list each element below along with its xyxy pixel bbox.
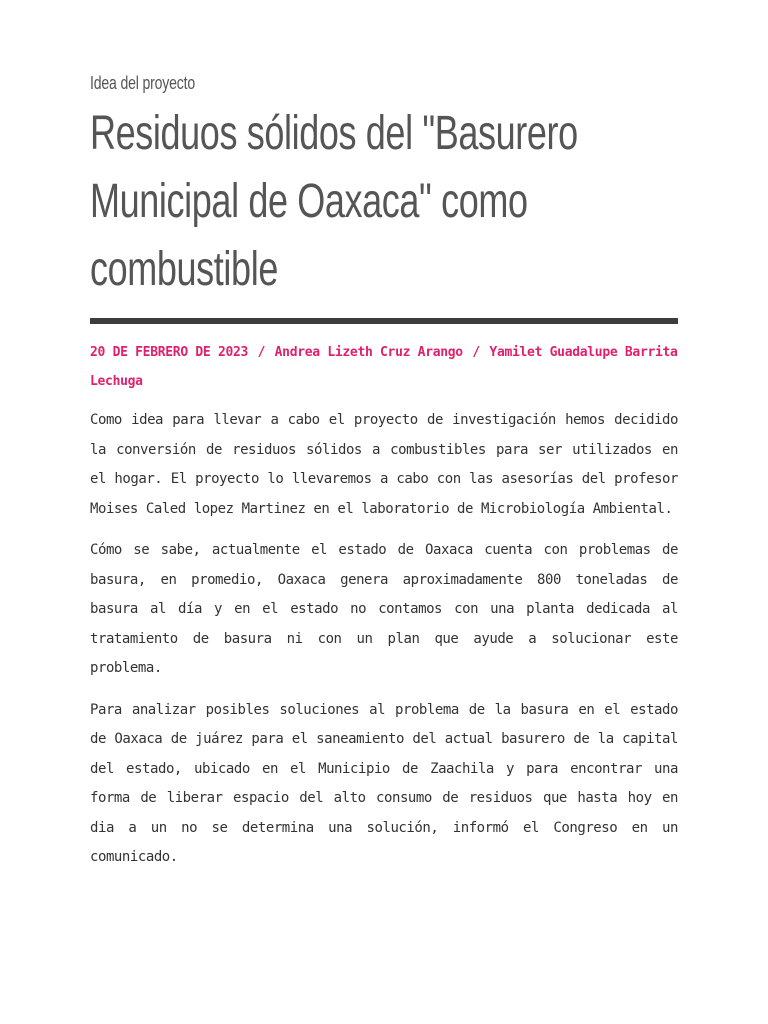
author-link[interactable]: Yamilet Guadalupe Barrita Lechuga (90, 345, 678, 389)
author-link[interactable]: Andrea Lizeth Cruz Arango (274, 345, 463, 360)
body-paragraph: Como idea para llevar a cabo el proyecto de investigación hemos decidido la conversión de residuos sólidos a combustibles para ser utilizados en el hogar. El proyecto lo llevaremos a cabo con las asesorías del profesor Moises Caled lopez Martinez en el laboratorio de Microbiología Ambiental. (90, 412, 678, 517)
article-title: Residuos sólidos del "Basurero Municipal de Oaxaca" como combustible (90, 107, 578, 296)
article-body (90, 406, 678, 873)
meta-separator: / (472, 345, 480, 360)
title-divider (90, 318, 678, 324)
publish-date[interactable]: 20 DE FEBRERO DE 2023 (90, 345, 249, 360)
category-kicker[interactable]: Idea del proyecto (90, 73, 196, 93)
article-meta (90, 338, 678, 396)
body-paragraph: Para analizar posibles soluciones al problema de la basura en el estado de Oaxaca de juárez para el saneamiento del actual basurero de la capital del estado, ubicado en el Municipio de Zaachila y para encontrar una forma de liberar espacio del alto consumo de residuos que hasta hoy en dia a un no se determina una solución, informó el Congreso en un comunicado. (90, 701, 678, 865)
meta-separator: / (257, 345, 266, 360)
body-paragraph: Cómo se sabe, actualmente el estado de Oaxaca cuenta con problemas de basura, en promedio, Oaxaca genera aproximadamente 800 toneladas de basura al día y en el estado no contamos con una planta dedicada al tratamiento de basura ni con un plan que ayude a solucionar este problema. (90, 542, 678, 676)
article (90, 0, 678, 885)
